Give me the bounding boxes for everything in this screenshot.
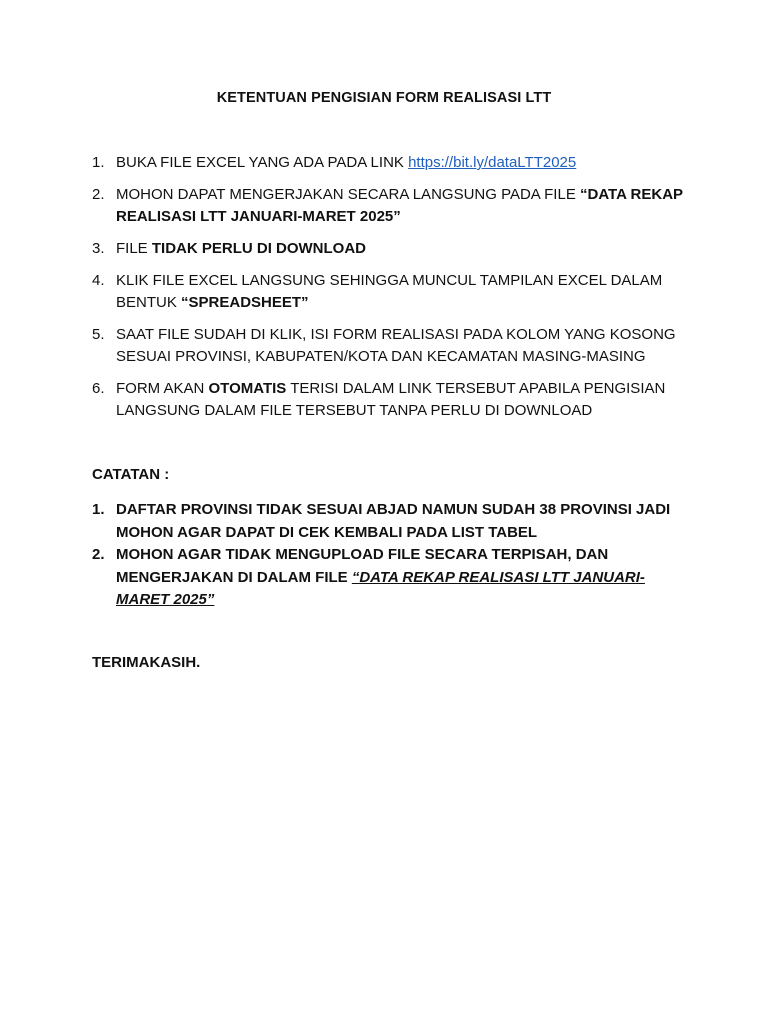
item-number: 2. <box>92 186 105 203</box>
instruction-text: FILE <box>116 240 152 257</box>
note-text: MOHON AGAR TIDAK MENGUPLOAD FILE SECARA TERPISAH, DAN MENGERJAKAN DI DALAM FILE <box>116 546 609 586</box>
no-download-bold: TIDAK PERLU DI DOWNLOAD <box>151 240 367 257</box>
spreadsheet-bold: “SPREADSHEET” <box>181 294 309 311</box>
instruction-item-6 <box>92 378 692 422</box>
instruction-item-2 <box>92 184 692 228</box>
item-number: 1. <box>92 501 105 518</box>
instruction-text: BUKA FILE EXCEL YANG ADA PADA LINK <box>116 154 409 171</box>
item-number: 6. <box>92 380 105 397</box>
item-number: 2. <box>92 546 105 563</box>
instruction-text: MOHON DAPAT MENGERJAKAN SECARA LANGSUNG PADA FILE <box>116 186 580 203</box>
instruction-item-4 <box>92 270 692 314</box>
file-name-bold: “DATA REKAP REALISASI LTT JANUARI-MARET 2025” <box>116 186 683 225</box>
document-title: KETENTUAN PENGISIAN FORM REALISASI LTT <box>216 90 552 106</box>
item-number: 1. <box>92 154 105 171</box>
note-item-2 <box>92 544 692 612</box>
instruction-text: FORM AKAN <box>116 380 209 397</box>
instruction-item-1 <box>92 152 692 174</box>
item-number: 5. <box>92 326 105 343</box>
instruction-item-3 <box>92 238 692 260</box>
item-number: 4. <box>92 272 105 289</box>
instruction-text-continued: TERISI DALAM LINK TERSEBUT APABILA PENGISIAN LANGSUNG DALAM FILE TERSEBUT TANPA PERLU DI DOWNLOAD <box>116 380 666 419</box>
note-text: DAFTAR PROVINSI TIDAK SESUAI ABJAD NAMUN SUDAH 38 PROVINSI JADI MOHON AGAR DAPAT DI CEK KEMBALI PADA LIST TABEL <box>116 501 671 541</box>
instruction-item-5 <box>92 324 692 368</box>
item-number: 3. <box>92 240 105 257</box>
notes-heading: CATATAN : <box>92 466 170 483</box>
automatic-bold: OTOMATIS <box>208 380 287 397</box>
file-name-emphasis: “DATA REKAP REALISASI LTT JANUARI-MARET 2025” <box>116 568 645 608</box>
closing-text: TERIMAKASIH. <box>92 654 201 671</box>
excel-file-link[interactable]: https://bit.ly/dataLTT2025 <box>408 154 577 171</box>
note-item-1 <box>92 499 692 544</box>
instruction-list <box>92 152 692 432</box>
notes-list <box>92 499 692 612</box>
instruction-text: SAAT FILE SUDAH DI KLIK, ISI FORM REALISASI PADA KOLOM YANG KOSONG SESUAI PROVINSI, KABUPATEN/KOTA DAN KECAMATAN MASING-MASING <box>116 326 676 365</box>
instruction-text: KLIK FILE EXCEL LANGSUNG SEHINGGA MUNCUL TAMPILAN EXCEL DALAM BENTUK <box>116 272 663 311</box>
